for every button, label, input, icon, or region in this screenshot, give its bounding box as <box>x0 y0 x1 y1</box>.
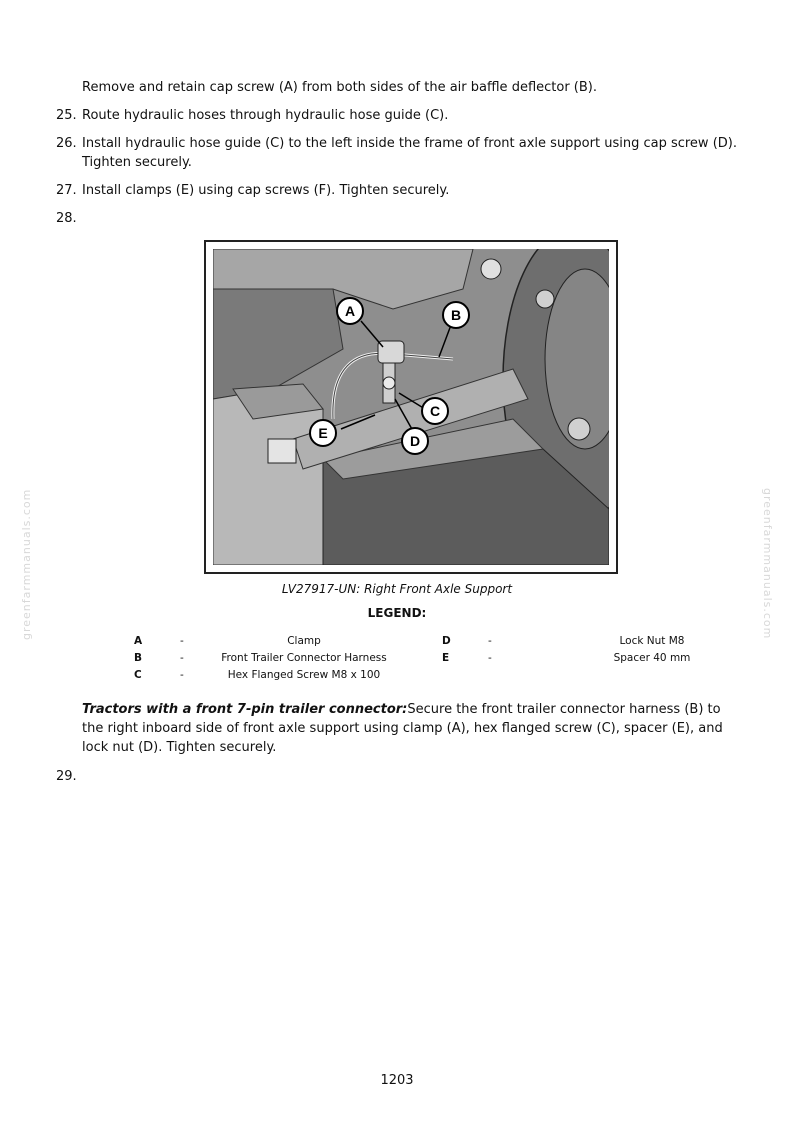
legend-key: D <box>442 635 451 647</box>
legend-separator: - <box>488 635 492 647</box>
legend-value: Front Trailer Connector Harness <box>221 652 387 664</box>
legend-item-a <box>134 633 414 649</box>
callout-a <box>337 298 363 324</box>
legend-separator: - <box>488 652 492 664</box>
step-number: 27. <box>56 183 77 198</box>
legend-key: C <box>134 669 142 681</box>
step-number: 25. <box>56 108 77 123</box>
note-body: Secure the front trailer connector harness (B) to the right inboard side of front axle support using clamp (A), hex flanged screw (C), spacer (E), and lock nut (D). Tighten securely. <box>82 702 723 755</box>
svg-text:B: B <box>450 307 462 323</box>
figure-caption: LV27917-UN: Right Front Axle Support <box>281 582 513 596</box>
legend-separator: - <box>180 652 184 664</box>
legend-key: A <box>134 635 143 647</box>
page-number: 1203 <box>380 1073 414 1088</box>
legend-value: Hex Flanged Screw M8 x 100 <box>227 669 381 681</box>
step-text: Route hydraulic hoses through hydraulic hose guide (C). <box>82 108 449 123</box>
svg-text:C: C <box>429 403 441 419</box>
svg-text:A: A <box>344 303 356 319</box>
svg-text:D: D <box>409 433 421 449</box>
axle-support-illustration <box>213 249 609 565</box>
watermark-left: greenfarmmanuals.com <box>20 488 33 640</box>
step-number: 29. <box>56 769 77 784</box>
legend-value: Clamp <box>287 635 321 647</box>
step-continuation <box>82 78 746 97</box>
legend-key: B <box>134 652 143 664</box>
legend-item-e <box>442 650 742 666</box>
legend-value: Spacer 40 mm <box>613 652 691 664</box>
legend-key: E <box>442 652 450 664</box>
watermark-right: greenfarmmanuals.com <box>761 488 774 640</box>
legend-title: LEGEND: <box>367 606 427 620</box>
note-lead: Tractors with a front 7-pin trailer connector: <box>82 702 408 717</box>
callout-b <box>443 302 469 328</box>
step-text: Install hydraulic hose guide (C) to the left inside the frame of front axle support using cap screw (D). Tighten securely. <box>82 136 737 170</box>
callout-e <box>310 420 336 446</box>
callout-c <box>422 398 448 424</box>
callout-d <box>402 428 428 454</box>
legend-value: Lock Nut M8 <box>619 635 685 647</box>
step-text: Remove and retain cap screw (A) from both sides of the air baffle deflector (B). <box>82 80 597 95</box>
legend-separator: - <box>180 669 184 681</box>
tractor-note <box>82 700 746 757</box>
step-number: 28. <box>56 211 77 226</box>
step-number: 26. <box>56 136 77 151</box>
legend-item-c <box>134 667 414 683</box>
step-text: Install clamps (E) using cap screws (F). Tighten securely. <box>82 183 450 198</box>
svg-text:E: E <box>318 425 328 441</box>
legend-item-b <box>134 650 414 666</box>
figure-right-front-axle-support <box>204 240 618 574</box>
legend-item-d <box>442 633 742 649</box>
legend-separator: - <box>180 635 184 647</box>
